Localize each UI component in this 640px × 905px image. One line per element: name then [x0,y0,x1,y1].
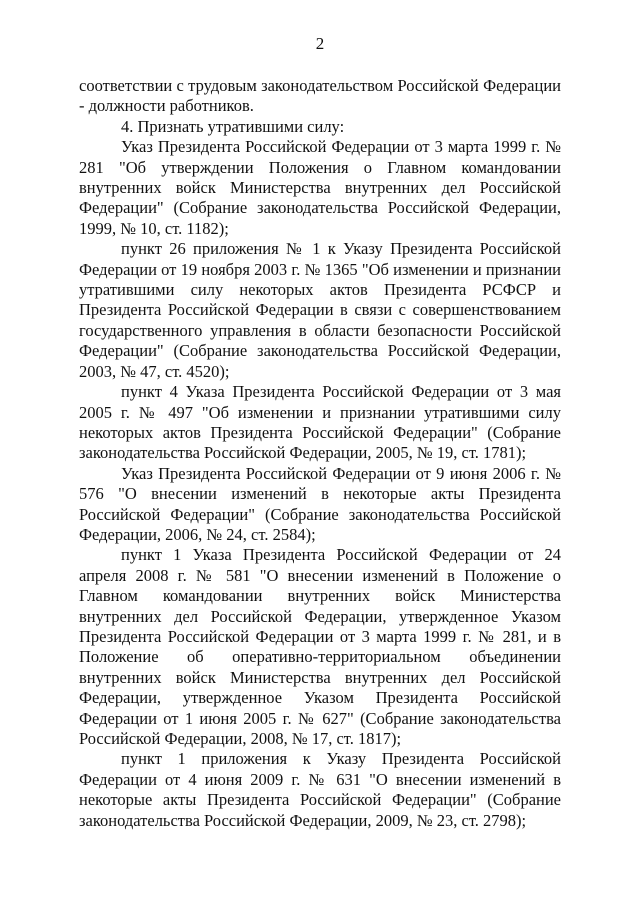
paragraph-decree-2009-631: пункт 1 приложения к Указу Президента Российской Федерации от 4 июня 2009 г. № 631 "О внесении изменений в некоторые акты Президента Российской Федерации" (Собрание законодательства Российской Федерации, 2009, № 23, ст. 2798); [79,749,561,830]
paragraph-decree-1999-281: Указ Президента Российской Федерации от 3 марта 1999 г. № 281 "Об утверждении Положения о Главном командовании внутренних войск Министерства внутренних дел Российской Федерации" (Собрание законодательства Российской Федерации, 1999, № 10, ст. 1182); [79,137,561,238]
document-body [79,76,561,831]
paragraph-decree-2006-576: Указ Президента Российской Федерации от 9 июня 2006 г. № 576 "О внесении изменений в некоторые акты Президента Российской Федерации" (Собрание законодательства Российской Федерации, 2006, № 24, ст. 2584); [79,463,561,544]
paragraph-decree-2008-581: пункт 1 Указа Президента Российской Федерации от 24 апреля 2008 г. № 581 "О внесении изменений в Положение о Главном командовании внутренних войск Министерства внутренних дел Российской Федерации, утвержденное Указом Президента Российской Федерации от 3 марта 1999 г. № 281, и в Положение об оперативно-территориальном объединении внутренних войск Министерства внутренних дел Российской Федерации, утвержденное Указом Президента Российской Федерации от 1 июня 2005 г. № 627" (Собрание законодательства Российской Федерации, 2008, № 17, ст. 1817); [79,545,561,748]
paragraph-decree-2005-497: пункт 4 Указа Президента Российской Федерации от 3 мая 2005 г. № 497 "Об изменении и признании утратившими силу некоторых актов Президента Российской Федерации" (Собрание законодательства Российской Федерации, 2005, № 19, ст. 1781); [79,382,561,463]
paragraph-decree-2003-1365: пункт 26 приложения № 1 к Указу Президента Российской Федерации от 19 ноября 2003 г. № 1365 "Об изменении и признании утратившими силу некоторых актов Президента РСФСР и Президента Российской Федерации в связи с совершенствованием государственного управления в области безопасности Российской Федерации" (Собрание законодательства Российской Федерации, 2003, № 47, ст. 4520); [79,239,561,381]
paragraph-continuation: соответствии с трудовым законодательством Российской Федерации - должности работников. [79,76,561,116]
page-number: 2 [315,34,325,53]
paragraph-item-4-heading: 4. Признать утратившими силу: [121,116,345,136]
